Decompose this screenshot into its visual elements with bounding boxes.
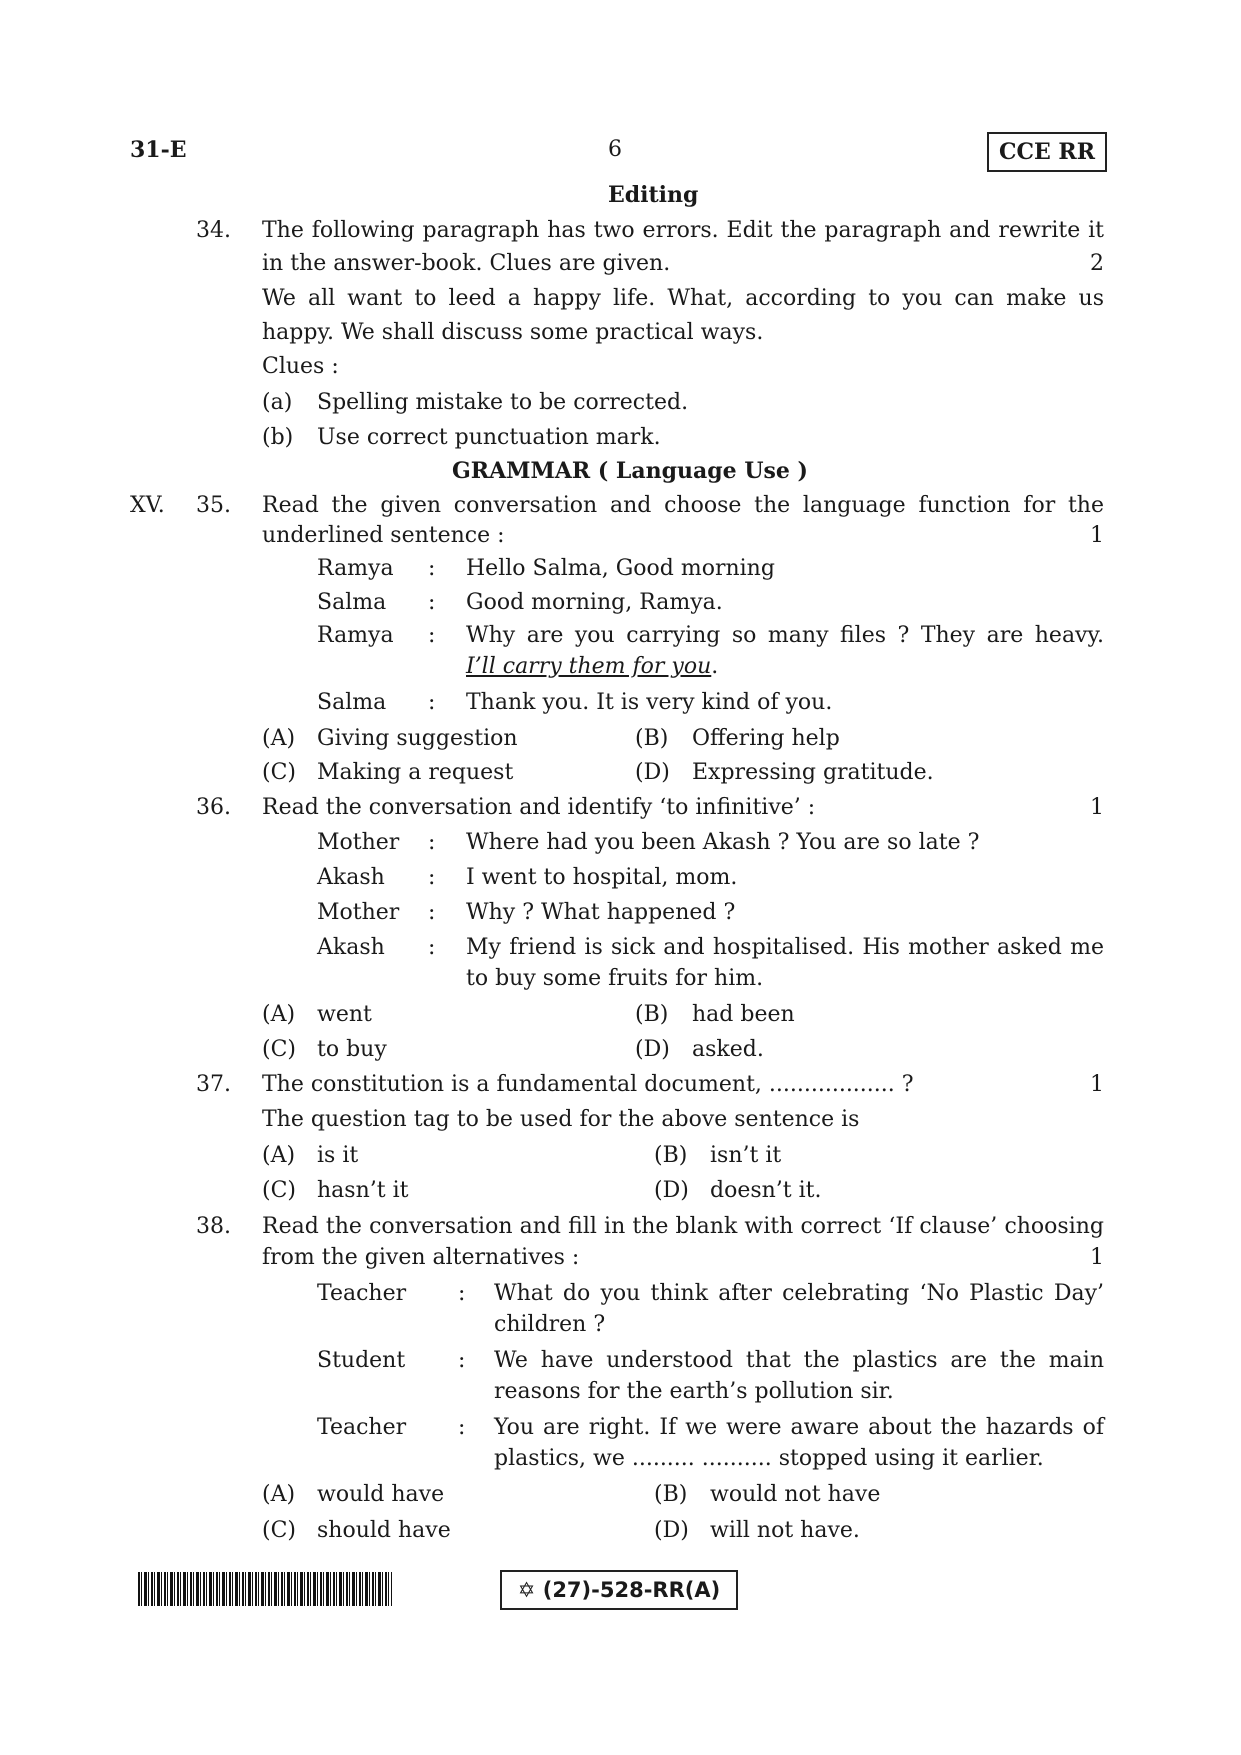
q38-sep-2: : xyxy=(458,1348,466,1373)
section-title-grammar: GRAMMAR ( Language Use ) xyxy=(452,458,808,484)
q36-speaker-2: Akash xyxy=(317,865,385,890)
q37-marks: 1 xyxy=(1090,1072,1104,1097)
q34-clue-text-a: Spelling mistake to be corrected. xyxy=(317,390,689,415)
q36-line-3: Why ? What happened ? xyxy=(466,900,736,925)
q35-option-a: Giving suggestion xyxy=(317,726,518,751)
q37-option-b-label: (B) xyxy=(654,1143,688,1168)
q35-line-3: Why are you carrying so many files ? They are heavy. xyxy=(466,623,1104,648)
q34-para2: happy. We shall discuss some practical ways. xyxy=(262,320,764,345)
q38-option-b: would not have xyxy=(710,1482,881,1507)
q37-line2: The question tag to be used for the above sentence is xyxy=(262,1107,860,1132)
q36-option-c-label: (C) xyxy=(262,1037,296,1062)
q36-speaker-3: Mother xyxy=(317,900,400,925)
q35-marks: 1 xyxy=(1090,523,1104,548)
q36-sep-1: : xyxy=(428,830,436,855)
q38-speaker-3: Teacher xyxy=(317,1415,407,1440)
q35-speaker-4: Salma xyxy=(317,690,387,715)
q36-sep-2: : xyxy=(428,865,436,890)
q35-line-2: Good morning, Ramya. xyxy=(466,590,723,615)
q37-line1: The constitution is a fundamental document, .................. ? xyxy=(262,1072,914,1097)
page-number: 6 xyxy=(608,137,622,162)
q38-option-c: should have xyxy=(317,1518,451,1543)
q38-line1: Read the conversation and fill in the blank with correct ‘If clause’ choosing xyxy=(262,1214,1104,1239)
q35-speaker-2: Salma xyxy=(317,590,387,615)
q38-option-d-label: (D) xyxy=(654,1518,689,1543)
star-of-david-icon: ✡ xyxy=(517,1578,536,1602)
q38-option-a-label: (A) xyxy=(262,1482,296,1507)
q34-number: 34. xyxy=(196,218,231,243)
footer-code: (27)-528-RR(A) xyxy=(542,1578,721,1602)
q38-speaker-2: Student xyxy=(317,1348,406,1373)
q35-line-4: Thank you. It is very kind of you. xyxy=(466,690,833,715)
q35-sep-2: : xyxy=(428,590,436,615)
q38-marks: 1 xyxy=(1090,1245,1104,1270)
q37-option-c: hasn’t it xyxy=(317,1178,409,1203)
q34-line2: in the answer-book. Clues are given. xyxy=(262,251,671,276)
q35-line1: Read the given conversation and choose the language function for the xyxy=(262,493,1104,518)
q35-line2: underlined sentence : xyxy=(262,523,505,548)
q36-option-a: went xyxy=(317,1002,372,1027)
q36-line-4-cont: to buy some fruits for him. xyxy=(466,966,764,991)
q38-sep-1: : xyxy=(458,1281,466,1306)
q38-option-a: would have xyxy=(317,1482,445,1507)
q36-line-4: My friend is sick and hospitalised. His mother asked me xyxy=(466,935,1104,960)
q37-option-b: isn’t it xyxy=(710,1143,782,1168)
q38-number: 38. xyxy=(196,1214,231,1239)
q35-option-b-label: (B) xyxy=(635,726,669,751)
q37-option-d-label: (D) xyxy=(654,1178,689,1203)
underlined-tail: . xyxy=(711,654,719,679)
q36-option-d: asked. xyxy=(692,1037,764,1062)
q35-option-d-label: (D) xyxy=(635,760,670,785)
q38-line-2: We have understood that the plastics are the main xyxy=(494,1348,1104,1373)
paper-code: 31-E xyxy=(130,137,187,163)
q37-option-c-label: (C) xyxy=(262,1178,296,1203)
q34-clues-label: Clues : xyxy=(262,354,339,379)
q35-number: 35. xyxy=(196,493,231,518)
q38-line-1: What do you think after celebrating ‘No Plastic Day’ xyxy=(494,1281,1104,1306)
q36-number: 36. xyxy=(196,795,231,820)
q38-line2: from the given alternatives : xyxy=(262,1245,580,1270)
q36-line-1: Where had you been Akash ? You are so late ? xyxy=(466,830,980,855)
q36-option-b: had been xyxy=(692,1002,795,1027)
underlined-sentence: I’ll carry them for you xyxy=(466,654,712,679)
q36-line1: Read the conversation and identify ‘to infinitive’ : xyxy=(262,795,816,820)
q36-line-2: I went to hospital, mom. xyxy=(466,865,738,890)
q36-speaker-4: Akash xyxy=(317,935,385,960)
q35-option-c: Making a request xyxy=(317,760,514,785)
q38-line-2-cont: reasons for the earth’s pollution sir. xyxy=(494,1379,894,1404)
q35-speaker-1: Ramya xyxy=(317,556,394,581)
q34-para1: We all want to leed a happy life. What, according to you can make us xyxy=(262,286,1104,311)
q34-clue-label-b: (b) xyxy=(262,425,294,450)
q36-marks: 1 xyxy=(1090,795,1104,820)
q38-option-b-label: (B) xyxy=(654,1482,688,1507)
q38-line-3-cont: plastics, we ......... .......... stopped using it earlier. xyxy=(494,1446,1044,1471)
q35-line-1: Hello Salma, Good morning xyxy=(466,556,775,581)
q36-sep-3: : xyxy=(428,900,436,925)
q38-option-d: will not have. xyxy=(710,1518,860,1543)
barcode xyxy=(138,1572,392,1606)
section-title-editing: Editing xyxy=(608,182,699,208)
q38-option-c-label: (C) xyxy=(262,1518,296,1543)
q34-clue-text-b: Use correct punctuation mark. xyxy=(317,425,661,450)
q34-marks: 2 xyxy=(1090,251,1104,276)
q36-option-d-label: (D) xyxy=(635,1037,670,1062)
q36-option-a-label: (A) xyxy=(262,1002,296,1027)
q34-clue-label-a: (a) xyxy=(262,390,293,415)
q35-option-b: Offering help xyxy=(692,726,840,751)
q36-option-b-label: (B) xyxy=(635,1002,669,1027)
q38-line-3: You are right. If we were aware about the hazards of xyxy=(494,1415,1104,1440)
q38-speaker-1: Teacher xyxy=(317,1281,407,1306)
q35-speaker-3: Ramya xyxy=(317,623,394,648)
q35-option-c-label: (C) xyxy=(262,760,296,785)
q37-option-a: is it xyxy=(317,1143,359,1168)
q36-speaker-1: Mother xyxy=(317,830,400,855)
q35-sep-1: : xyxy=(428,556,436,581)
q35-option-a-label: (A) xyxy=(262,726,296,751)
q35-line-3-cont xyxy=(466,652,718,682)
q38-line-1-cont: children ? xyxy=(494,1312,606,1337)
q37-option-a-label: (A) xyxy=(262,1143,296,1168)
q35-sep-4: : xyxy=(428,690,436,715)
q36-sep-4: : xyxy=(428,935,436,960)
q38-sep-3: : xyxy=(458,1415,466,1440)
q34-line1: The following paragraph has two errors. Edit the paragraph and rewrite it xyxy=(262,218,1104,243)
section-number: XV. xyxy=(130,493,165,518)
q37-number: 37. xyxy=(196,1072,231,1097)
q37-option-d: doesn’t it. xyxy=(710,1178,822,1203)
q35-option-d: Expressing gratitude. xyxy=(692,760,934,785)
q36-option-c: to buy xyxy=(317,1037,387,1062)
q35-sep-3: : xyxy=(428,623,436,648)
footer-code-box xyxy=(500,1570,738,1610)
cce-rr-badge: CCE RR xyxy=(987,132,1107,172)
